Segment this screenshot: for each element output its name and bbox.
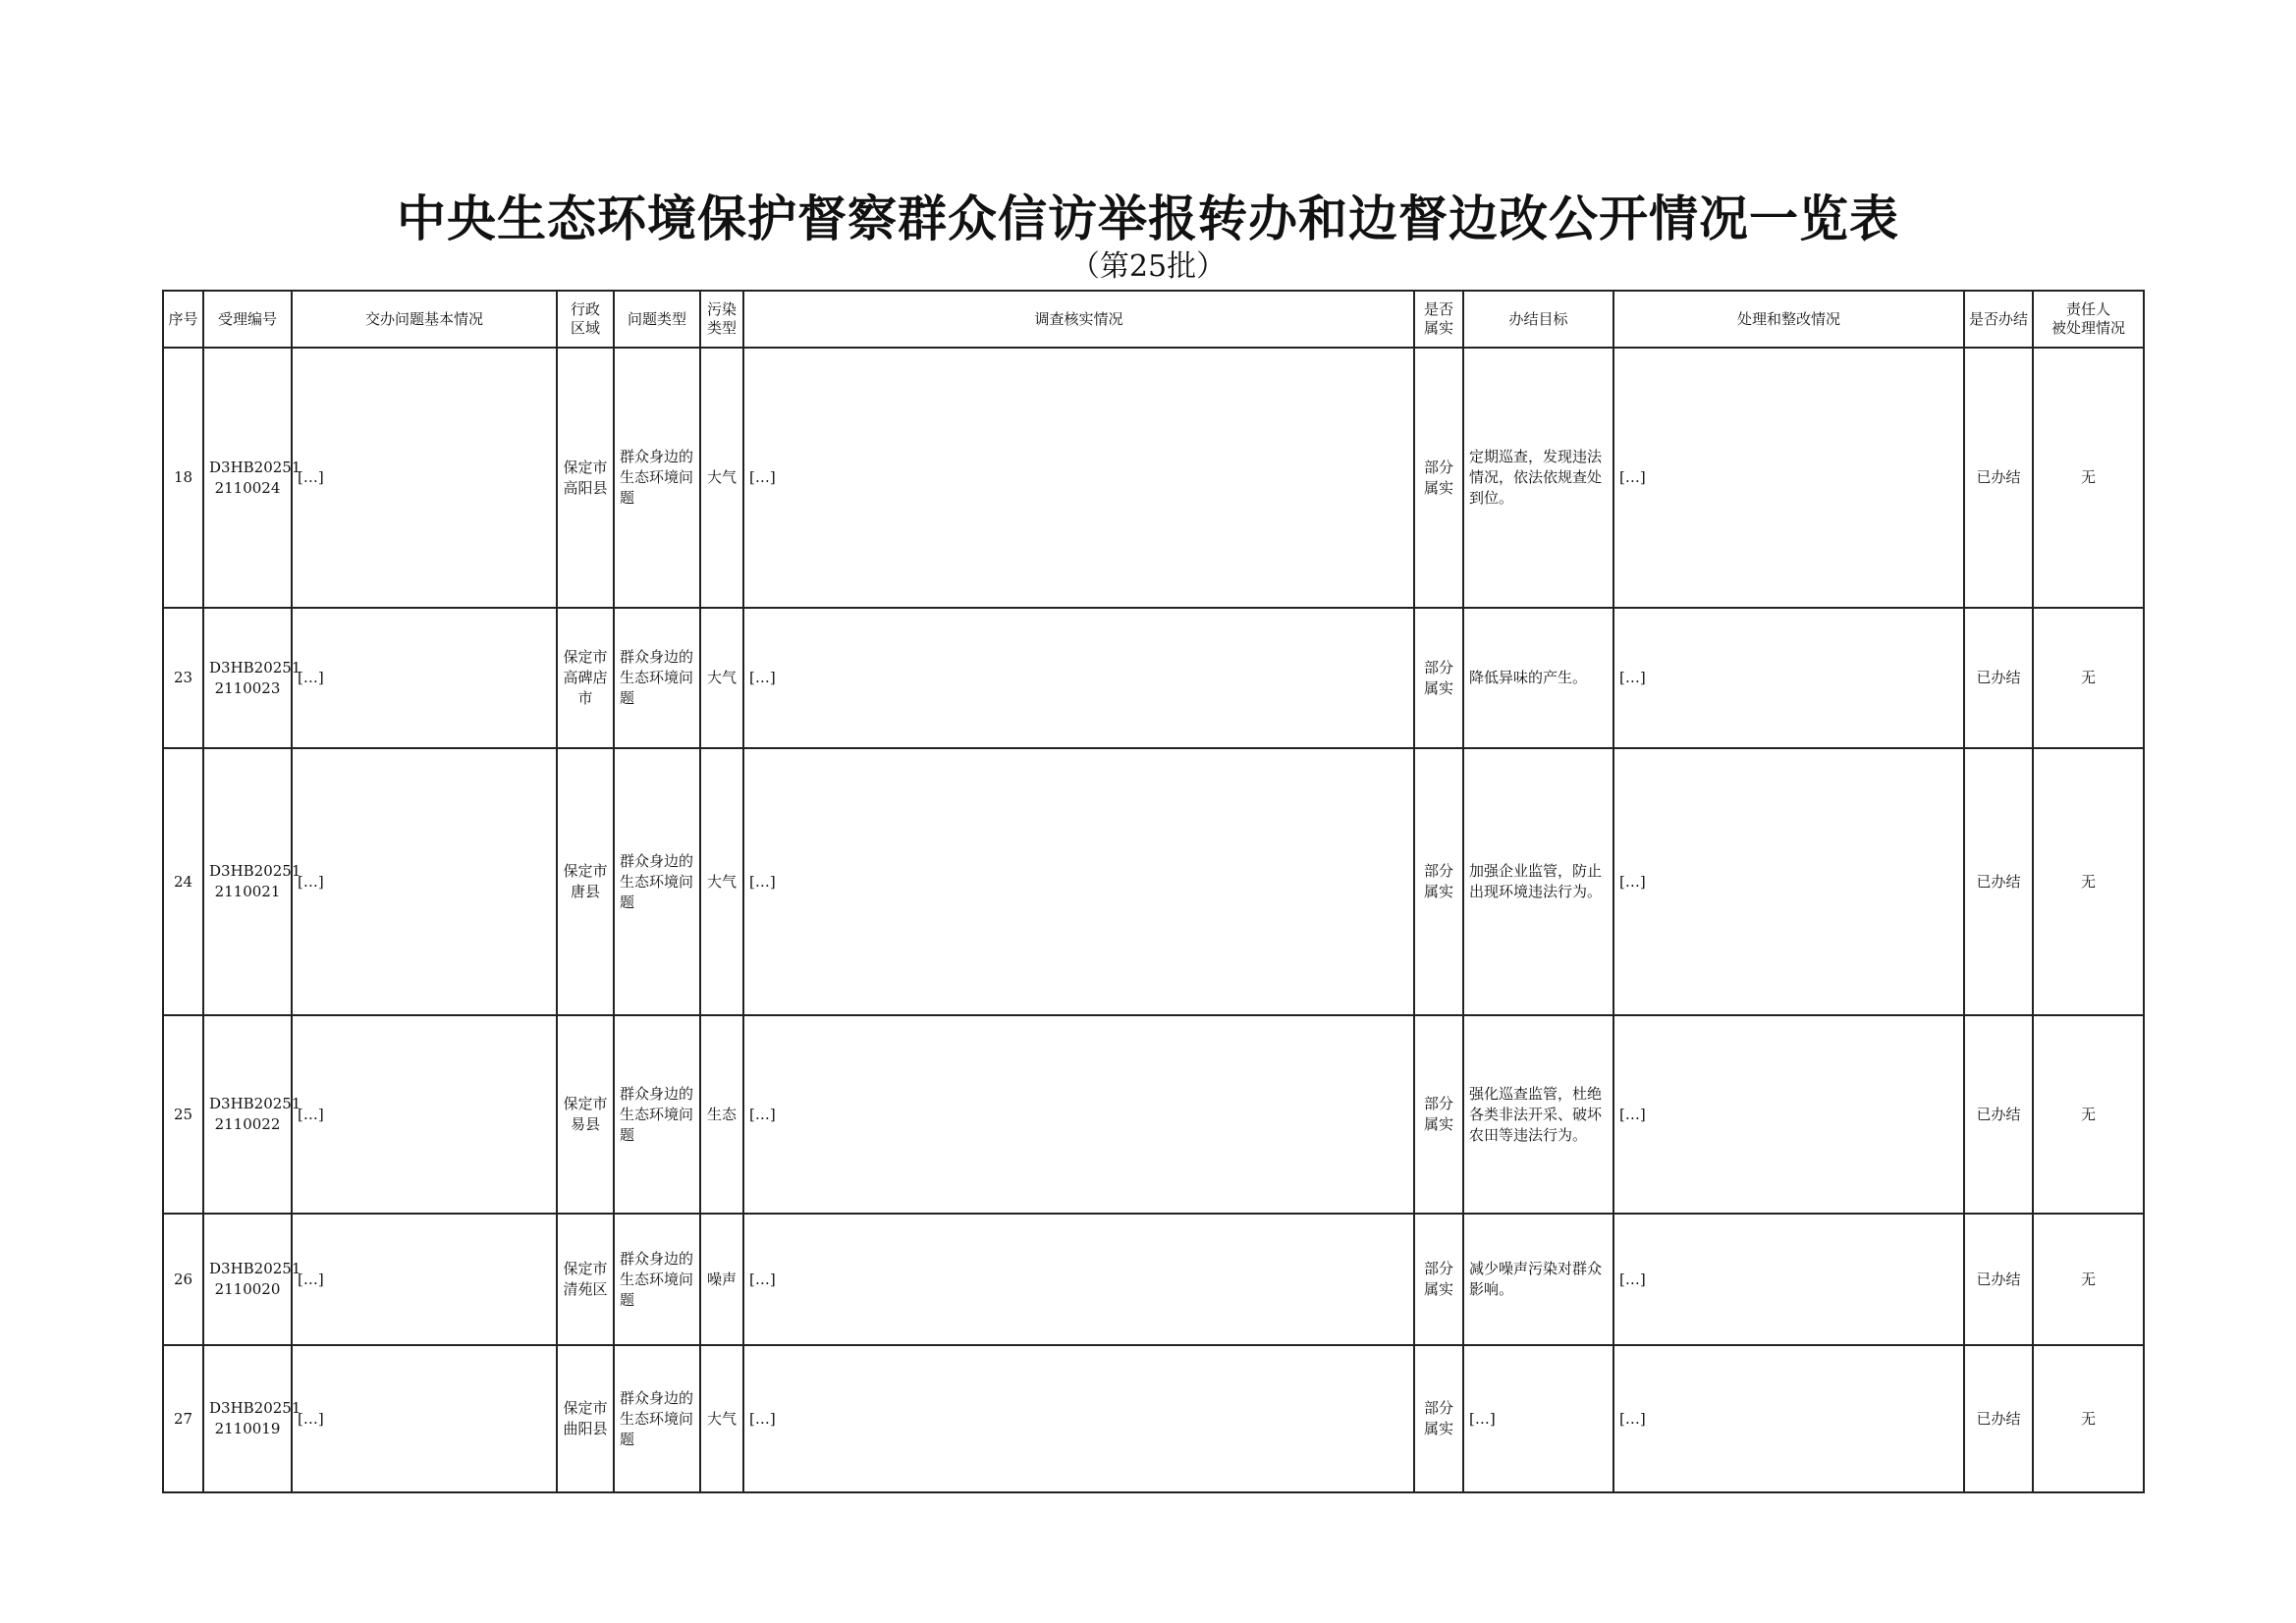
cell-investigation: […] xyxy=(743,1214,1414,1345)
header-investigation: 调查核实情况 xyxy=(743,291,1414,348)
cell-region: 保定市 高阳县 xyxy=(557,348,614,608)
cell-seq: 24 xyxy=(163,748,203,1015)
cell-investigation: […] xyxy=(743,1015,1414,1214)
cell-seq: 25 xyxy=(163,1015,203,1214)
header-accountability: 责任人 被处理情况 xyxy=(2033,291,2144,348)
batch-subtitle: （第25批） xyxy=(1069,249,1227,284)
cell-case-no: D3HB20251 2110024 xyxy=(203,348,292,608)
table-row xyxy=(163,1214,2144,1345)
cell-investigation: […] xyxy=(743,748,1414,1015)
header-issue-type: 问题类型 xyxy=(614,291,700,348)
cell-region: 保定市 高碑店 市 xyxy=(557,608,614,748)
table-row xyxy=(163,608,2144,748)
cell-case-no: D3HB20251 2110020 xyxy=(203,1214,292,1345)
cell-case-no: D3HB20251 2110019 xyxy=(203,1345,292,1492)
page-title: 中央生态环境保护督察群众信访举报转办和边督边改公开情况一览表 xyxy=(397,189,1899,247)
cell-closed: 已办结 xyxy=(1964,608,2033,748)
cell-rectification: […] xyxy=(1613,1345,1964,1492)
header-pollution-type: 污染 类型 xyxy=(700,291,743,348)
cell-region: 保定市 曲阳县 xyxy=(557,1345,614,1492)
cell-verified: 部分 属实 xyxy=(1414,348,1463,608)
cell-seq: 18 xyxy=(163,348,203,608)
cell-region: 保定市 清苑区 xyxy=(557,1214,614,1345)
cell-summary: […] xyxy=(292,748,557,1015)
cell-issue-type: 群众身边的生态环境问题 xyxy=(614,348,700,608)
header-row xyxy=(163,291,2144,348)
cell-rectification: […] xyxy=(1613,1015,1964,1214)
cell-case-no: D3HB20251 2110021 xyxy=(203,748,292,1015)
cell-pollution-type: 生态 xyxy=(700,1015,743,1214)
cell-pollution-type: 大气 xyxy=(700,608,743,748)
cell-case-no: D3HB20251 2110022 xyxy=(203,1015,292,1214)
disclosure-table xyxy=(162,290,2145,1493)
header-verified: 是否 属实 xyxy=(1414,291,1463,348)
cell-accountability: 无 xyxy=(2033,748,2144,1015)
cell-investigation: […] xyxy=(743,608,1414,748)
cell-issue-type: 群众身边的生态环境问题 xyxy=(614,1345,700,1492)
cell-seq: 23 xyxy=(163,608,203,748)
cell-verified: 部分 属实 xyxy=(1414,1015,1463,1214)
cell-closed: 已办结 xyxy=(1964,348,2033,608)
cell-closed: 已办结 xyxy=(1964,748,2033,1015)
header-goal: 办结目标 xyxy=(1463,291,1613,348)
cell-accountability: 无 xyxy=(2033,1214,2144,1345)
cell-verified: 部分 属实 xyxy=(1414,1345,1463,1492)
header-region: 行政 区域 xyxy=(557,291,614,348)
cell-goal: […] xyxy=(1463,1345,1613,1492)
cell-rectification: […] xyxy=(1613,608,1964,748)
table-row xyxy=(163,748,2144,1015)
header-case-no: 受理编号 xyxy=(203,291,292,348)
table-row xyxy=(163,1015,2144,1214)
cell-summary: […] xyxy=(292,1015,557,1214)
cell-closed: 已办结 xyxy=(1964,1345,2033,1492)
header-summary: 交办问题基本情况 xyxy=(292,291,557,348)
cell-closed: 已办结 xyxy=(1964,1214,2033,1345)
cell-accountability: 无 xyxy=(2033,1345,2144,1492)
cell-seq: 27 xyxy=(163,1345,203,1492)
cell-issue-type: 群众身边的生态环境问题 xyxy=(614,748,700,1015)
cell-goal: 减少噪声污染对群众影响。 xyxy=(1463,1214,1613,1345)
cell-pollution-type: 大气 xyxy=(700,348,743,608)
header-closed: 是否办结 xyxy=(1964,291,2033,348)
cell-goal: 强化巡查监管，杜绝各类非法开采、破坏农田等违法行为。 xyxy=(1463,1015,1613,1214)
cell-pollution-type: 大气 xyxy=(700,1345,743,1492)
cell-issue-type: 群众身边的生态环境问题 xyxy=(614,1015,700,1214)
cell-accountability: 无 xyxy=(2033,608,2144,748)
cell-summary: […] xyxy=(292,348,557,608)
cell-pollution-type: 噪声 xyxy=(700,1214,743,1345)
header-seq: 序号 xyxy=(163,291,203,348)
cell-accountability: 无 xyxy=(2033,1015,2144,1214)
cell-rectification: […] xyxy=(1613,348,1964,608)
cell-accountability: 无 xyxy=(2033,348,2144,608)
cell-summary: […] xyxy=(292,1345,557,1492)
cell-verified: 部分 属实 xyxy=(1414,608,1463,748)
cell-case-no: D3HB20251 2110023 xyxy=(203,608,292,748)
cell-investigation: […] xyxy=(743,1345,1414,1492)
table-row xyxy=(163,1345,2144,1492)
cell-summary: […] xyxy=(292,1214,557,1345)
table-row xyxy=(163,348,2144,608)
cell-investigation: […] xyxy=(743,348,1414,608)
cell-goal: 定期巡查，发现违法情况，依法依规查处到位。 xyxy=(1463,348,1613,608)
cell-region: 保定市 易县 xyxy=(557,1015,614,1214)
cell-rectification: […] xyxy=(1613,1214,1964,1345)
cell-issue-type: 群众身边的生态环境问题 xyxy=(614,1214,700,1345)
cell-pollution-type: 大气 xyxy=(700,748,743,1015)
header-rectification: 处理和整改情况 xyxy=(1613,291,1964,348)
cell-issue-type: 群众身边的生态环境问题 xyxy=(614,608,700,748)
cell-seq: 26 xyxy=(163,1214,203,1345)
cell-rectification: […] xyxy=(1613,748,1964,1015)
cell-verified: 部分 属实 xyxy=(1414,748,1463,1015)
cell-closed: 已办结 xyxy=(1964,1015,2033,1214)
cell-region: 保定市 唐县 xyxy=(557,748,614,1015)
cell-goal: 加强企业监管，防止出现环境违法行为。 xyxy=(1463,748,1613,1015)
cell-verified: 部分 属实 xyxy=(1414,1214,1463,1345)
cell-goal: 降低异味的产生。 xyxy=(1463,608,1613,748)
cell-summary: […] xyxy=(292,608,557,748)
